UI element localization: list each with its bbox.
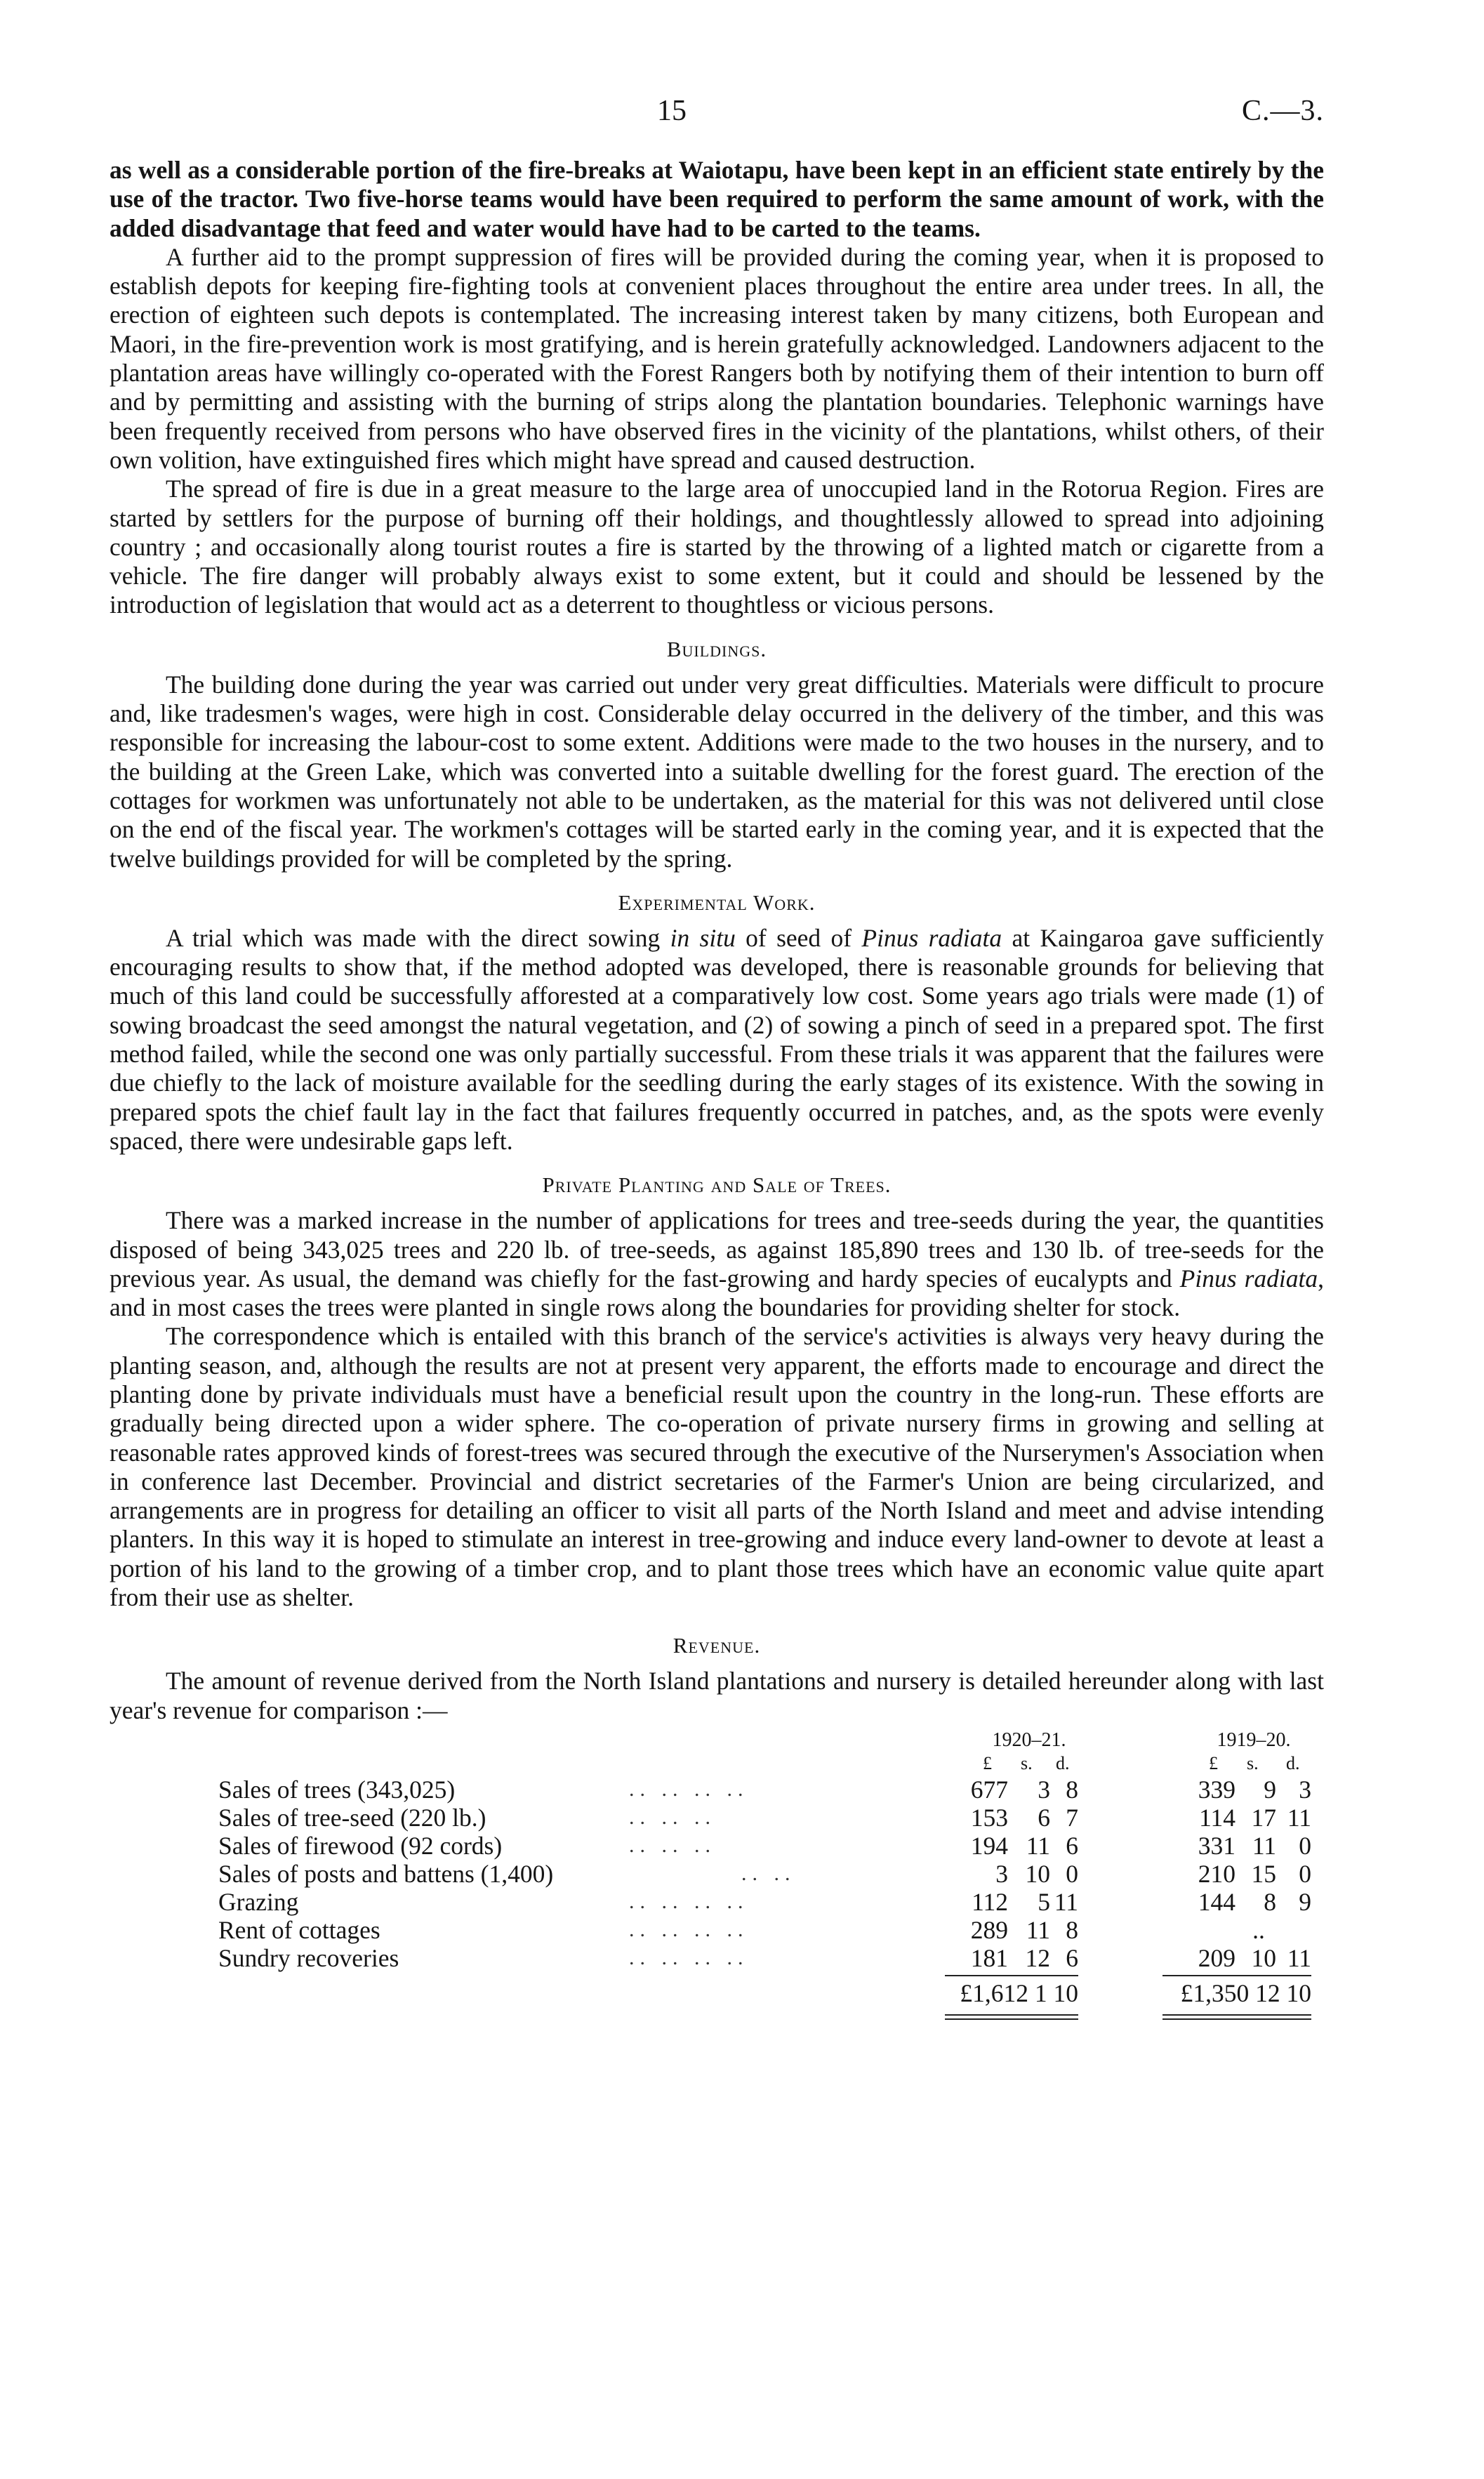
amount-pence-1919-20: 3 bbox=[1299, 1775, 1311, 1804]
section-heading-buildings: Buildings. bbox=[666, 636, 767, 661]
paragraph: The building done during the year was carried out under very great difficulties. Materials were difficult to procure and, like tradesmen's wages, were high in cost. Considerable delay occurred in the delivery of the timber, and this was responsible for increasing the labour-cost to some extent. Additions were made to the two houses in the nursery, and to the building at the Green Lake, which was converted into a suitable dwelling for the forest guard. The erection of the cottages for workmen was unfortunately not able to be undertaken, as the material for this was not delivered until close on the end of the fiscal year. The workmen's cottages will be started early in the coming year, and it is expected that the twelve buildings provided for will be completed by the spring. bbox=[110, 670, 1324, 873]
paragraph: The amount of revenue derived from the North Island plantations and nursery is detailed hereunder along with last year's revenue for comparison :— bbox=[110, 1667, 1324, 1724]
section-heading-private-planting: Private Planting and Sale of Trees. bbox=[542, 1172, 892, 1198]
text-run: at Kaingaroa gave sufficiently encouraging results to show that, if the method adopted was developed, there is reasonable grounds for believing that much of this land could be successfully afforested at a comparatively low cost. Some years ago trials were made (1) of sowing broadcast the seed amongst the natural vegetation, and (2) of sowing a pinch of seed in a prepared spot. The first method failed, while the second one was only partially successful. From these trials it was apparent that the failures were due chiefly to the lack of moisture available for the seedling during the early stages of its existence. With the sowing in prepared spots the chief fault lay in the fact that failures frequently occurred in patches, and, as the spots were evenly spaced, there were undesirable gaps left. bbox=[110, 923, 1325, 1155]
row-label: Sales of posts and battens (1,400) bbox=[218, 1859, 554, 1888]
amount-pounds-1919-20: 210 bbox=[1198, 1859, 1235, 1888]
paragraph: A further aid to the prompt suppression of fires will be provided during the coming year, when it is proposed to establish depots for keeping fire-fighting tools at convenient places throughout the entire area under trees. In all, the erection of eighteen such depots is contemplated. The increasing interest taken by many citizens, both European and Maori, in the fire-prevention work is most gratifying, and is herein gratefully acknowledged. Landowners adjacent to the plantation areas have willingly co-operated with the Forest Rangers both by notifying them of their intention to burn off and by permitting and assisting with the burning of strips along the plantation boundaries. Telephonic warnings have been frequently received from persons who have observed fires in the vicinity of the plantations, whilst others, of their own volition, have extinguished fires which might have spread and caused destruction. bbox=[110, 242, 1324, 474]
leader-dots: .. .. .. bbox=[629, 1805, 716, 1829]
amount-pence-1919-20: 11 bbox=[1287, 1943, 1311, 1972]
leader-dots: .. .. .. .. bbox=[629, 1945, 749, 1969]
amount-shillings-1919-20: 10 bbox=[1251, 1943, 1276, 1972]
amount-pounds-1920-21: 181 bbox=[970, 1943, 1008, 1972]
amount-pence-1920-21: 8 bbox=[1066, 1915, 1078, 1944]
amount-pounds-1920-21: 153 bbox=[970, 1803, 1008, 1832]
amount-shillings-1920-21: 5 bbox=[1038, 1887, 1050, 1916]
amount-pence-1919-20: 0 bbox=[1299, 1831, 1311, 1860]
amount-shillings-1920-21: 6 bbox=[1038, 1803, 1050, 1832]
amount-pence-1920-21: 7 bbox=[1066, 1803, 1078, 1832]
leader-dots: .. .. .. .. bbox=[629, 1917, 749, 1941]
unit-pence: d. bbox=[1056, 1752, 1070, 1773]
total-1919-20: £1,350 12 10 bbox=[1180, 1978, 1311, 2007]
double-rule-line bbox=[945, 2014, 1078, 2016]
double-rule-line bbox=[945, 2018, 1078, 2020]
amount-pence-1920-21: 6 bbox=[1066, 1831, 1078, 1860]
leader-dots: .. .. .. .. bbox=[629, 1777, 749, 1801]
amount-pounds-1920-21: 112 bbox=[972, 1887, 1008, 1916]
rule-line bbox=[1162, 1975, 1311, 1976]
rule-line bbox=[945, 1975, 1078, 1976]
text-run: There was a marked increase in the number of applications for trees and tree-seeds during the year, the quantities disposed of being 343,025 trees and 220 lb. of tree-seeds, as against 185,890 trees and 130 lb. of tree-seeds for the previous year. As usual, the demand was chiefly for the fast-growing and hardy species of eucalypts and bbox=[110, 1206, 1324, 1293]
revenue-row bbox=[110, 1916, 1324, 1944]
amount-shillings-1919-20: 15 bbox=[1251, 1859, 1276, 1888]
section-heading-revenue: Revenue. bbox=[673, 1633, 761, 1658]
amount-shillings-1920-21: 11 bbox=[1026, 1915, 1050, 1944]
text-run: of seed of bbox=[735, 923, 862, 952]
amount-pounds-1920-21: 677 bbox=[970, 1775, 1008, 1804]
paragraph: The correspondence which is entailed with this branch of the service's activities is always very heavy during the planting season, and, although the results are not at present very apparent, the efforts made to encourage and direct the planting done by private individuals must have a beneficial result upon the country in the long-run. These efforts are gradually being directed upon a wider sphere. The co-operation of private nursery firms in growing and selling at reasonable rates approved kinds of forest-trees was secured through the executive of the Nurserymen's Association when in conference last December. Provincial and district secretaries of the Farmer's Union are being circularized, and arrangements are in progress for detailing an officer to visit all parts of the North Island and meet and advise intending planters. In this way it is hoped to stimulate an interest in tree-growing and induce every land-owner to devote at least a portion of his land to the growing of a timber crop, and to plant those trees which have an economic value quite apart from their use as shelter. bbox=[110, 1322, 1324, 1612]
revenue-row bbox=[110, 1776, 1324, 1804]
column-year-1919-20: 1919–20. bbox=[1217, 1728, 1291, 1751]
leader-dots: .. .. bbox=[741, 1861, 796, 1885]
row-label: Sales of firewood (92 cords) bbox=[218, 1831, 503, 1860]
double-rule-line bbox=[1162, 2018, 1311, 2020]
column-year-1920-21: 1920–21. bbox=[992, 1728, 1066, 1751]
leader-dots: .. .. .. bbox=[629, 1833, 716, 1857]
text-run: , and in most cases the trees were planted in single rows along the boundaries for providing shelter for stock. bbox=[110, 1264, 1325, 1322]
document-code: C.—3. bbox=[1241, 95, 1324, 127]
amount-shillings-1919-20: 8 bbox=[1264, 1887, 1276, 1916]
row-label: Sales of tree-seed (220 lb.) bbox=[218, 1803, 486, 1832]
total-1920-21: £1,612 1 10 bbox=[960, 1978, 1078, 2007]
page-header bbox=[110, 94, 1324, 136]
amount-shillings-1920-21: 10 bbox=[1025, 1859, 1050, 1888]
unit-pence: d. bbox=[1286, 1752, 1300, 1773]
row-label: Rent of cottages bbox=[218, 1915, 380, 1944]
amount-pounds-1920-21: 3 bbox=[995, 1859, 1008, 1888]
unit-pounds: £ bbox=[1209, 1752, 1218, 1773]
revenue-row bbox=[110, 1832, 1324, 1860]
amount-pounds-1919-20: 209 bbox=[1198, 1943, 1235, 1972]
italic-text: in situ bbox=[670, 923, 736, 952]
amount-shillings-1919-20: .. bbox=[1252, 1915, 1265, 1944]
amount-pounds-1919-20: 331 bbox=[1198, 1831, 1235, 1860]
page-number: 15 bbox=[657, 95, 687, 127]
amount-pence-1919-20: 0 bbox=[1299, 1859, 1311, 1888]
section-heading-experimental-work: Experimental Work. bbox=[618, 890, 816, 915]
amount-pence-1920-21: 0 bbox=[1066, 1859, 1078, 1888]
amount-shillings-1920-21: 12 bbox=[1025, 1943, 1050, 1972]
revenue-row bbox=[110, 1860, 1324, 1888]
italic-text: Pinus radiata bbox=[861, 923, 1002, 952]
amount-shillings-1919-20: 9 bbox=[1264, 1775, 1276, 1804]
amount-pence-1919-20: 9 bbox=[1299, 1887, 1311, 1916]
unit-shillings: s. bbox=[1247, 1752, 1259, 1773]
body-text bbox=[110, 156, 1324, 2020]
unit-shillings: s. bbox=[1021, 1752, 1033, 1773]
amount-shillings-1920-21: 11 bbox=[1026, 1831, 1050, 1860]
paragraph: as well as a considerable portion of the fire-breaks at Waiotapu, have been kept in an efficient state entirely by the use of the tractor. Two five-horse teams would have been required to perform the same amount of work, with the added disadvantage that feed and water would have had to be carted to the teams. bbox=[110, 156, 1324, 242]
row-label: Sundry recoveries bbox=[218, 1943, 399, 1972]
revenue-row bbox=[110, 1888, 1324, 1916]
text-run: A trial which was made with the direct sowing bbox=[166, 923, 670, 952]
revenue-row bbox=[110, 1804, 1324, 1832]
paragraph bbox=[110, 1206, 1324, 1322]
paragraph bbox=[110, 924, 1324, 1156]
paragraph: The spread of fire is due in a great measure to the large area of unoccupied land in the Rotorua Region. Fires are started by settlers for the purpose of burning off their holdings, and thoughtlessly allowed to spread into adjoining country ; and occasionally along tourist routes a fire is started by the throwing of a lighted match or cigarette from a vehicle. The fire danger will probably always exist to some extent, but it could and should be lessened by the introduction of legislation that would act as a deterrent to thoughtless or vicious persons. bbox=[110, 475, 1324, 619]
unit-pounds: £ bbox=[983, 1752, 992, 1773]
amount-pence-1920-21: 11 bbox=[1054, 1887, 1078, 1916]
total-row bbox=[110, 1979, 1324, 2007]
double-rule-line bbox=[1162, 2014, 1311, 2016]
amount-pence-1920-21: 8 bbox=[1066, 1775, 1078, 1804]
amount-pounds-1919-20: 144 bbox=[1198, 1887, 1235, 1916]
amount-shillings-1919-20: 17 bbox=[1251, 1803, 1276, 1832]
row-label: Sales of trees (343,025) bbox=[218, 1775, 456, 1804]
amount-pounds-1919-20: 339 bbox=[1198, 1775, 1235, 1804]
amount-shillings-1919-20: 11 bbox=[1252, 1831, 1276, 1860]
amount-shillings-1920-21: 3 bbox=[1038, 1775, 1050, 1804]
leader-dots: .. .. .. .. bbox=[629, 1889, 749, 1913]
amount-pence-1919-20: 11 bbox=[1287, 1803, 1311, 1832]
amount-pounds-1920-21: 289 bbox=[970, 1915, 1008, 1944]
italic-text: Pinus radiata bbox=[1179, 1264, 1318, 1293]
row-label: Grazing bbox=[218, 1887, 299, 1916]
amount-pence-1920-21: 6 bbox=[1066, 1943, 1078, 1972]
revenue-row bbox=[110, 1944, 1324, 1972]
revenue-table bbox=[110, 1725, 1324, 2020]
amount-pounds-1919-20: 114 bbox=[1199, 1803, 1235, 1832]
amount-pounds-1920-21: 194 bbox=[970, 1831, 1008, 1860]
